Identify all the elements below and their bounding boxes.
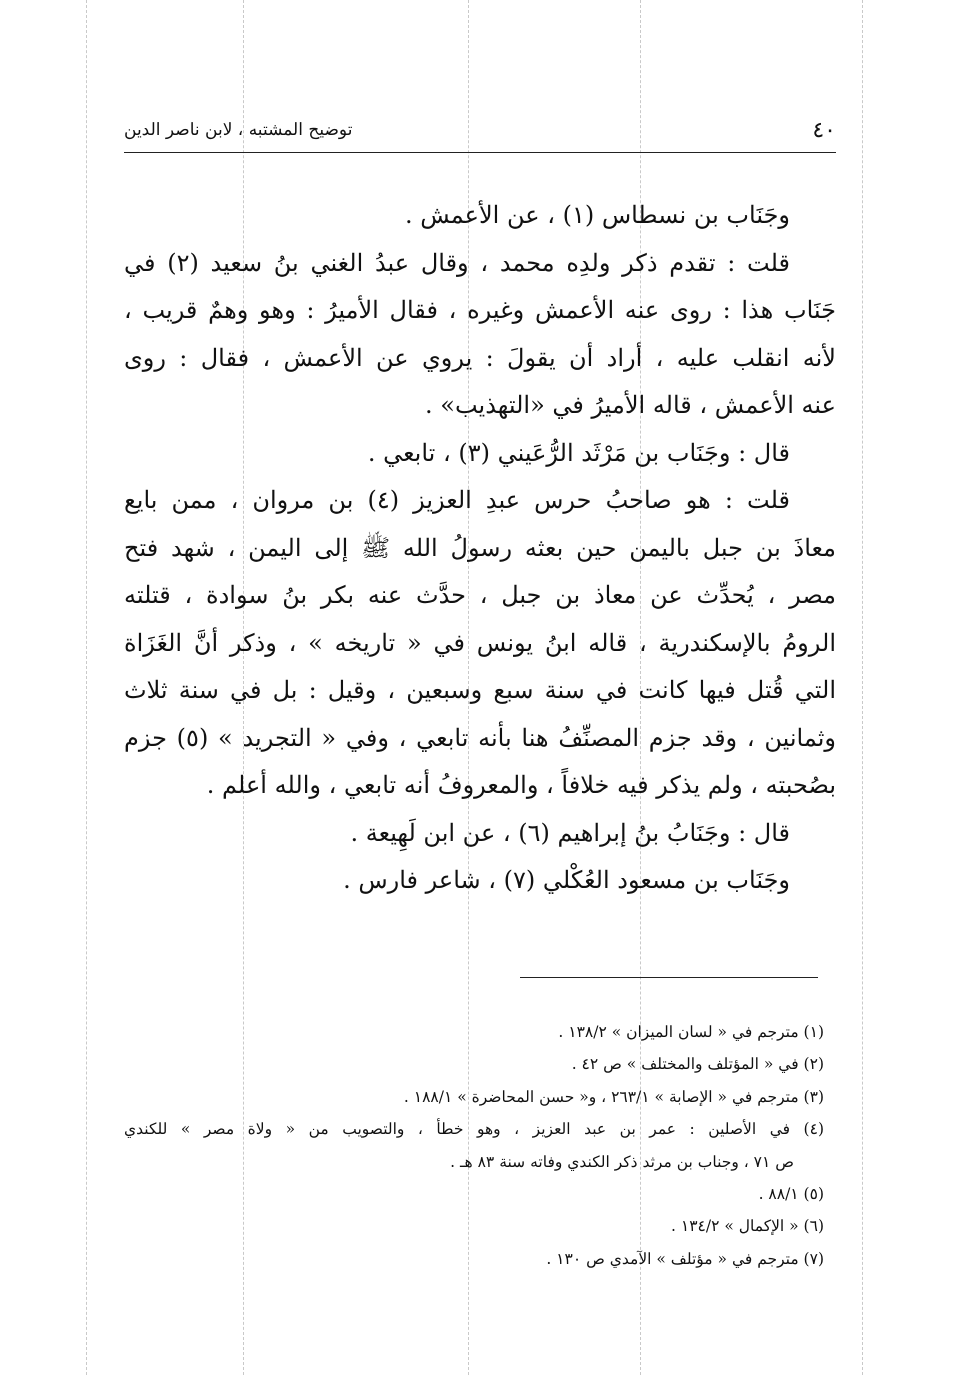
footnote: (٥) ٨٨/١ . xyxy=(758,1185,824,1204)
text-line: وجَنَاب بن نسطاس (١) ، عن الأعمش . xyxy=(404,201,790,229)
text-line: مصر ، يُحدِّث عن معاذ بن جبل ، حدَّث عنه بكر بنُ سوادة ، قتلته xyxy=(124,581,836,609)
footnotes xyxy=(124,1016,824,1275)
running-head xyxy=(124,110,836,150)
main-text xyxy=(124,192,836,905)
scan-guide-line xyxy=(862,0,863,1375)
footnote: (٤) في الأصلين : عمر بن عبد العزيز ، وهو خطأ ، والتصويب من « ولاة مصر » للكندي xyxy=(124,1120,824,1139)
text-line: وجَنَاب بن مسعود العُكْلي (٧) ، شاعر فارس . xyxy=(343,866,790,894)
text-line: وثمانين ، وقد جزم المصنِّفُ هنا بأنه تابعي ، وفي « التجريد » (٥) جزم xyxy=(124,723,836,752)
footnote: (٧) مترجم في « مؤتلف » الآمدي ص ١٣٠ . xyxy=(546,1249,824,1268)
footnote: (٢) في « المؤتلف والمختلف » ص ٤٢ . xyxy=(571,1055,824,1074)
book-title: توضيح المشتبه ، لابن ناصر الدين xyxy=(124,120,353,140)
footnote: (١) مترجم في « لسان الميزان » ١٣٨/٢ . xyxy=(558,1023,824,1041)
scan-guide-line xyxy=(86,0,87,1375)
page-number: ٤٠ xyxy=(812,118,836,143)
text-line: التي قُتل فيها كانت في سنة سبع وسبعين ، وقيل : بل في سنة ثلاث xyxy=(124,676,836,704)
text-line: قلت : هو صاحبُ حرس عبدِ العزيز (٤) بن مروان ، ممن بايع xyxy=(124,486,790,514)
footnote-continuation: ص ٧١ ، وجناب بن مرثد ذكر الكندي وفاته سنة ٨٣ هـ . xyxy=(450,1152,794,1171)
footnote: (٦) « الإكمال » ١٣٤/٢ . xyxy=(671,1217,824,1236)
text-line: لأنه انقلب عليه ، أراد أن يقولَ : يروي عن الأعمش ، فقال : روى xyxy=(124,343,836,372)
text-line: عنه الأعمش ، قاله الأميرُ في «التهذيب» . xyxy=(425,391,836,419)
footnote: (٣) مترجم في « الإصابة » ٢٦٣/١ ، و« حسن المحاضرة » ١٨٨/١ . xyxy=(403,1087,824,1106)
text-line: بصُحبته ، ولم يذكر فيه خلافاً ، والمعروفُ أنه تابعي ، والله أعلم . xyxy=(206,771,836,799)
text-line: الرومُ بالإسكندرية ، قاله ابنُ يونس في « تاريخه » ، وذكر أنَّ الغَزَاة xyxy=(124,628,836,657)
text-line: جَنَاب هذا : روى عنه الأعمش وغيره ، فقال الأميرُ : وهو وهمٌ قريب ، xyxy=(124,296,836,324)
text-line: قال : وجَنَاب بن مَرْثَد الرُّعَيني (٣) ، تابعي . xyxy=(367,438,790,467)
text-line: قلت : تقدم ذكر ولدِه محمد ، وقال عبدُ الغني بنُ سعيد (٢) في xyxy=(124,248,790,277)
text-line: معاذَ بن جبل باليمن حين بعثه رسولُ الله ﷺ إلى اليمن ، شهد فتح xyxy=(124,533,836,562)
header-rule xyxy=(124,152,836,153)
footnote-rule xyxy=(520,977,818,978)
text-line: قال : وجَنَابُ بنُ إبراهيم (٦) ، عن ابن لَهِيعة . xyxy=(350,818,790,847)
